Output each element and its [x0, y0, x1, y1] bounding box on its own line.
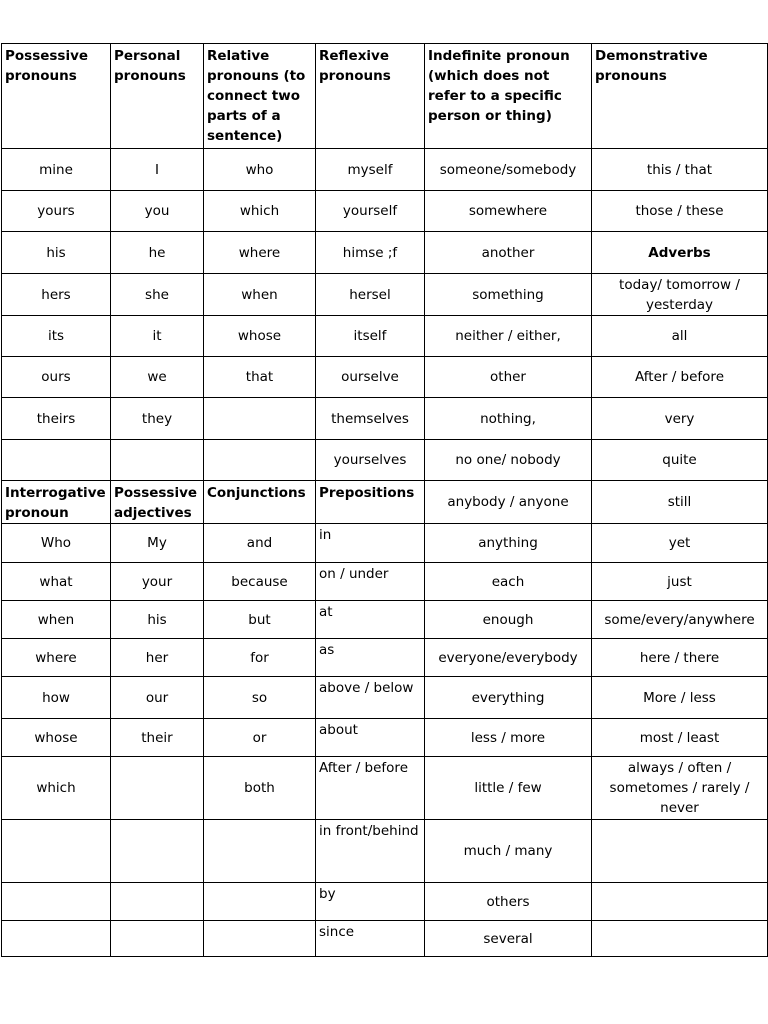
category-header-cell: Possessive adjectives	[111, 481, 204, 524]
table-cell: whose	[204, 316, 316, 357]
grammar-reference-table	[1, 43, 768, 957]
table-cell: as	[316, 639, 425, 677]
table-cell: when	[204, 274, 316, 316]
table-cell: which	[204, 191, 316, 232]
table-cell: at	[316, 601, 425, 639]
category-header-cell: Relative pronouns (to connect two parts of a sentence)	[204, 44, 316, 149]
table-cell: hersel	[316, 274, 425, 316]
table-row	[2, 524, 768, 563]
table-cell: your	[111, 563, 204, 601]
table-row	[2, 677, 768, 719]
table-row	[2, 274, 768, 316]
table-cell: quite	[592, 440, 768, 481]
table-cell: ours	[2, 357, 111, 398]
table-cell	[111, 757, 204, 820]
category-header-cell: Demonstrative pronouns	[592, 44, 768, 149]
table-cell: her	[111, 639, 204, 677]
table-cell: about	[316, 719, 425, 757]
category-header-cell: Possessive pronouns	[2, 44, 111, 149]
table-cell: who	[204, 149, 316, 191]
table-cell: yourselves	[316, 440, 425, 481]
table-cell: ourselve	[316, 357, 425, 398]
table-cell: themselves	[316, 398, 425, 440]
table-row	[2, 44, 768, 149]
table-cell: which	[2, 757, 111, 820]
table-cell: so	[204, 677, 316, 719]
table-cell: he	[111, 232, 204, 274]
table-cell: neither / either,	[425, 316, 592, 357]
table-cell: much / many	[425, 820, 592, 883]
table-cell: someone/somebody	[425, 149, 592, 191]
table-cell: and	[204, 524, 316, 563]
table-cell: some/every/anywhere	[592, 601, 768, 639]
table-cell: another	[425, 232, 592, 274]
table-cell: in front/behind	[316, 820, 425, 883]
table-row	[2, 563, 768, 601]
table-cell: My	[111, 524, 204, 563]
table-cell: on / under	[316, 563, 425, 601]
table-cell: when	[2, 601, 111, 639]
table-cell: this / that	[592, 149, 768, 191]
table-row	[2, 149, 768, 191]
category-header-cell: Interrogative pronoun	[2, 481, 111, 524]
table-cell: More / less	[592, 677, 768, 719]
table-row	[2, 757, 768, 820]
table-cell: everyone/everybody	[425, 639, 592, 677]
table-cell: several	[425, 921, 592, 957]
category-header-cell: Reflexive pronouns	[316, 44, 425, 149]
table-row	[2, 719, 768, 757]
table-cell: but	[204, 601, 316, 639]
table-cell: little / few	[425, 757, 592, 820]
table-cell: how	[2, 677, 111, 719]
table-cell	[111, 440, 204, 481]
table-cell: himse ;f	[316, 232, 425, 274]
table-cell: they	[111, 398, 204, 440]
table-cell: in	[316, 524, 425, 563]
category-header-cell: Indefinite pronoun (which does not refer to a specific person or thing)	[425, 44, 592, 149]
table-cell: anybody / anyone	[425, 481, 592, 524]
table-row	[2, 316, 768, 357]
table-cell: just	[592, 563, 768, 601]
table-cell: you	[111, 191, 204, 232]
table-cell	[592, 820, 768, 883]
table-cell	[111, 921, 204, 957]
table-cell: above / below	[316, 677, 425, 719]
category-header-cell: Prepositions	[316, 481, 425, 524]
table-cell: their	[111, 719, 204, 757]
table-cell	[204, 883, 316, 921]
table-cell: by	[316, 883, 425, 921]
table-cell: yet	[592, 524, 768, 563]
table-cell	[204, 921, 316, 957]
table-cell: we	[111, 357, 204, 398]
table-cell: hers	[2, 274, 111, 316]
table-cell: other	[425, 357, 592, 398]
category-header-cell: Personal pronouns	[111, 44, 204, 149]
table-cell	[111, 883, 204, 921]
table-cell	[592, 883, 768, 921]
table-cell: our	[111, 677, 204, 719]
table-cell: myself	[316, 149, 425, 191]
table-cell: After / before	[592, 357, 768, 398]
table-row	[2, 357, 768, 398]
table-cell	[2, 820, 111, 883]
table-cell: since	[316, 921, 425, 957]
table-cell	[204, 398, 316, 440]
table-cell: After / before	[316, 757, 425, 820]
table-cell: always / often / sometomes / rarely / never	[592, 757, 768, 820]
table-row	[2, 639, 768, 677]
table-row	[2, 398, 768, 440]
table-cell	[2, 921, 111, 957]
table-row	[2, 883, 768, 921]
table-row	[2, 440, 768, 481]
table-cell: those / these	[592, 191, 768, 232]
table-cell: yours	[2, 191, 111, 232]
table-cell: most / least	[592, 719, 768, 757]
table-cell: where	[2, 639, 111, 677]
table-cell: his	[111, 601, 204, 639]
category-header-cell: Adverbs	[592, 232, 768, 274]
table-row	[2, 481, 768, 524]
table-cell: both	[204, 757, 316, 820]
table-cell: no one/ nobody	[425, 440, 592, 481]
table-cell: for	[204, 639, 316, 677]
table-cell: what	[2, 563, 111, 601]
table-cell: his	[2, 232, 111, 274]
table-cell: she	[111, 274, 204, 316]
table-cell: that	[204, 357, 316, 398]
table-cell: enough	[425, 601, 592, 639]
table-cell: Who	[2, 524, 111, 563]
table-cell: nothing,	[425, 398, 592, 440]
table-cell: here / there	[592, 639, 768, 677]
table-cell	[111, 820, 204, 883]
table-body	[2, 44, 768, 957]
table-cell: others	[425, 883, 592, 921]
table-cell: theirs	[2, 398, 111, 440]
table-row	[2, 820, 768, 883]
table-cell: it	[111, 316, 204, 357]
table-cell	[2, 440, 111, 481]
table-cell: or	[204, 719, 316, 757]
table-row	[2, 191, 768, 232]
table-cell: today/ tomorrow / yesterday	[592, 274, 768, 316]
table-cell	[204, 820, 316, 883]
table-cell: its	[2, 316, 111, 357]
table-cell: itself	[316, 316, 425, 357]
table-cell: because	[204, 563, 316, 601]
table-cell: somewhere	[425, 191, 592, 232]
table-cell: mine	[2, 149, 111, 191]
table-row	[2, 601, 768, 639]
table-cell: each	[425, 563, 592, 601]
table-cell: whose	[2, 719, 111, 757]
table-row	[2, 232, 768, 274]
table-row	[2, 921, 768, 957]
table-cell: where	[204, 232, 316, 274]
table-cell: everything	[425, 677, 592, 719]
table-cell	[204, 440, 316, 481]
table-cell: less / more	[425, 719, 592, 757]
table-cell: anything	[425, 524, 592, 563]
category-header-cell: Conjunctions	[204, 481, 316, 524]
table-cell: yourself	[316, 191, 425, 232]
table-cell: something	[425, 274, 592, 316]
table-cell	[2, 883, 111, 921]
table-cell: I	[111, 149, 204, 191]
table-cell: very	[592, 398, 768, 440]
table-cell: still	[592, 481, 768, 524]
table-cell	[592, 921, 768, 957]
table-cell: all	[592, 316, 768, 357]
